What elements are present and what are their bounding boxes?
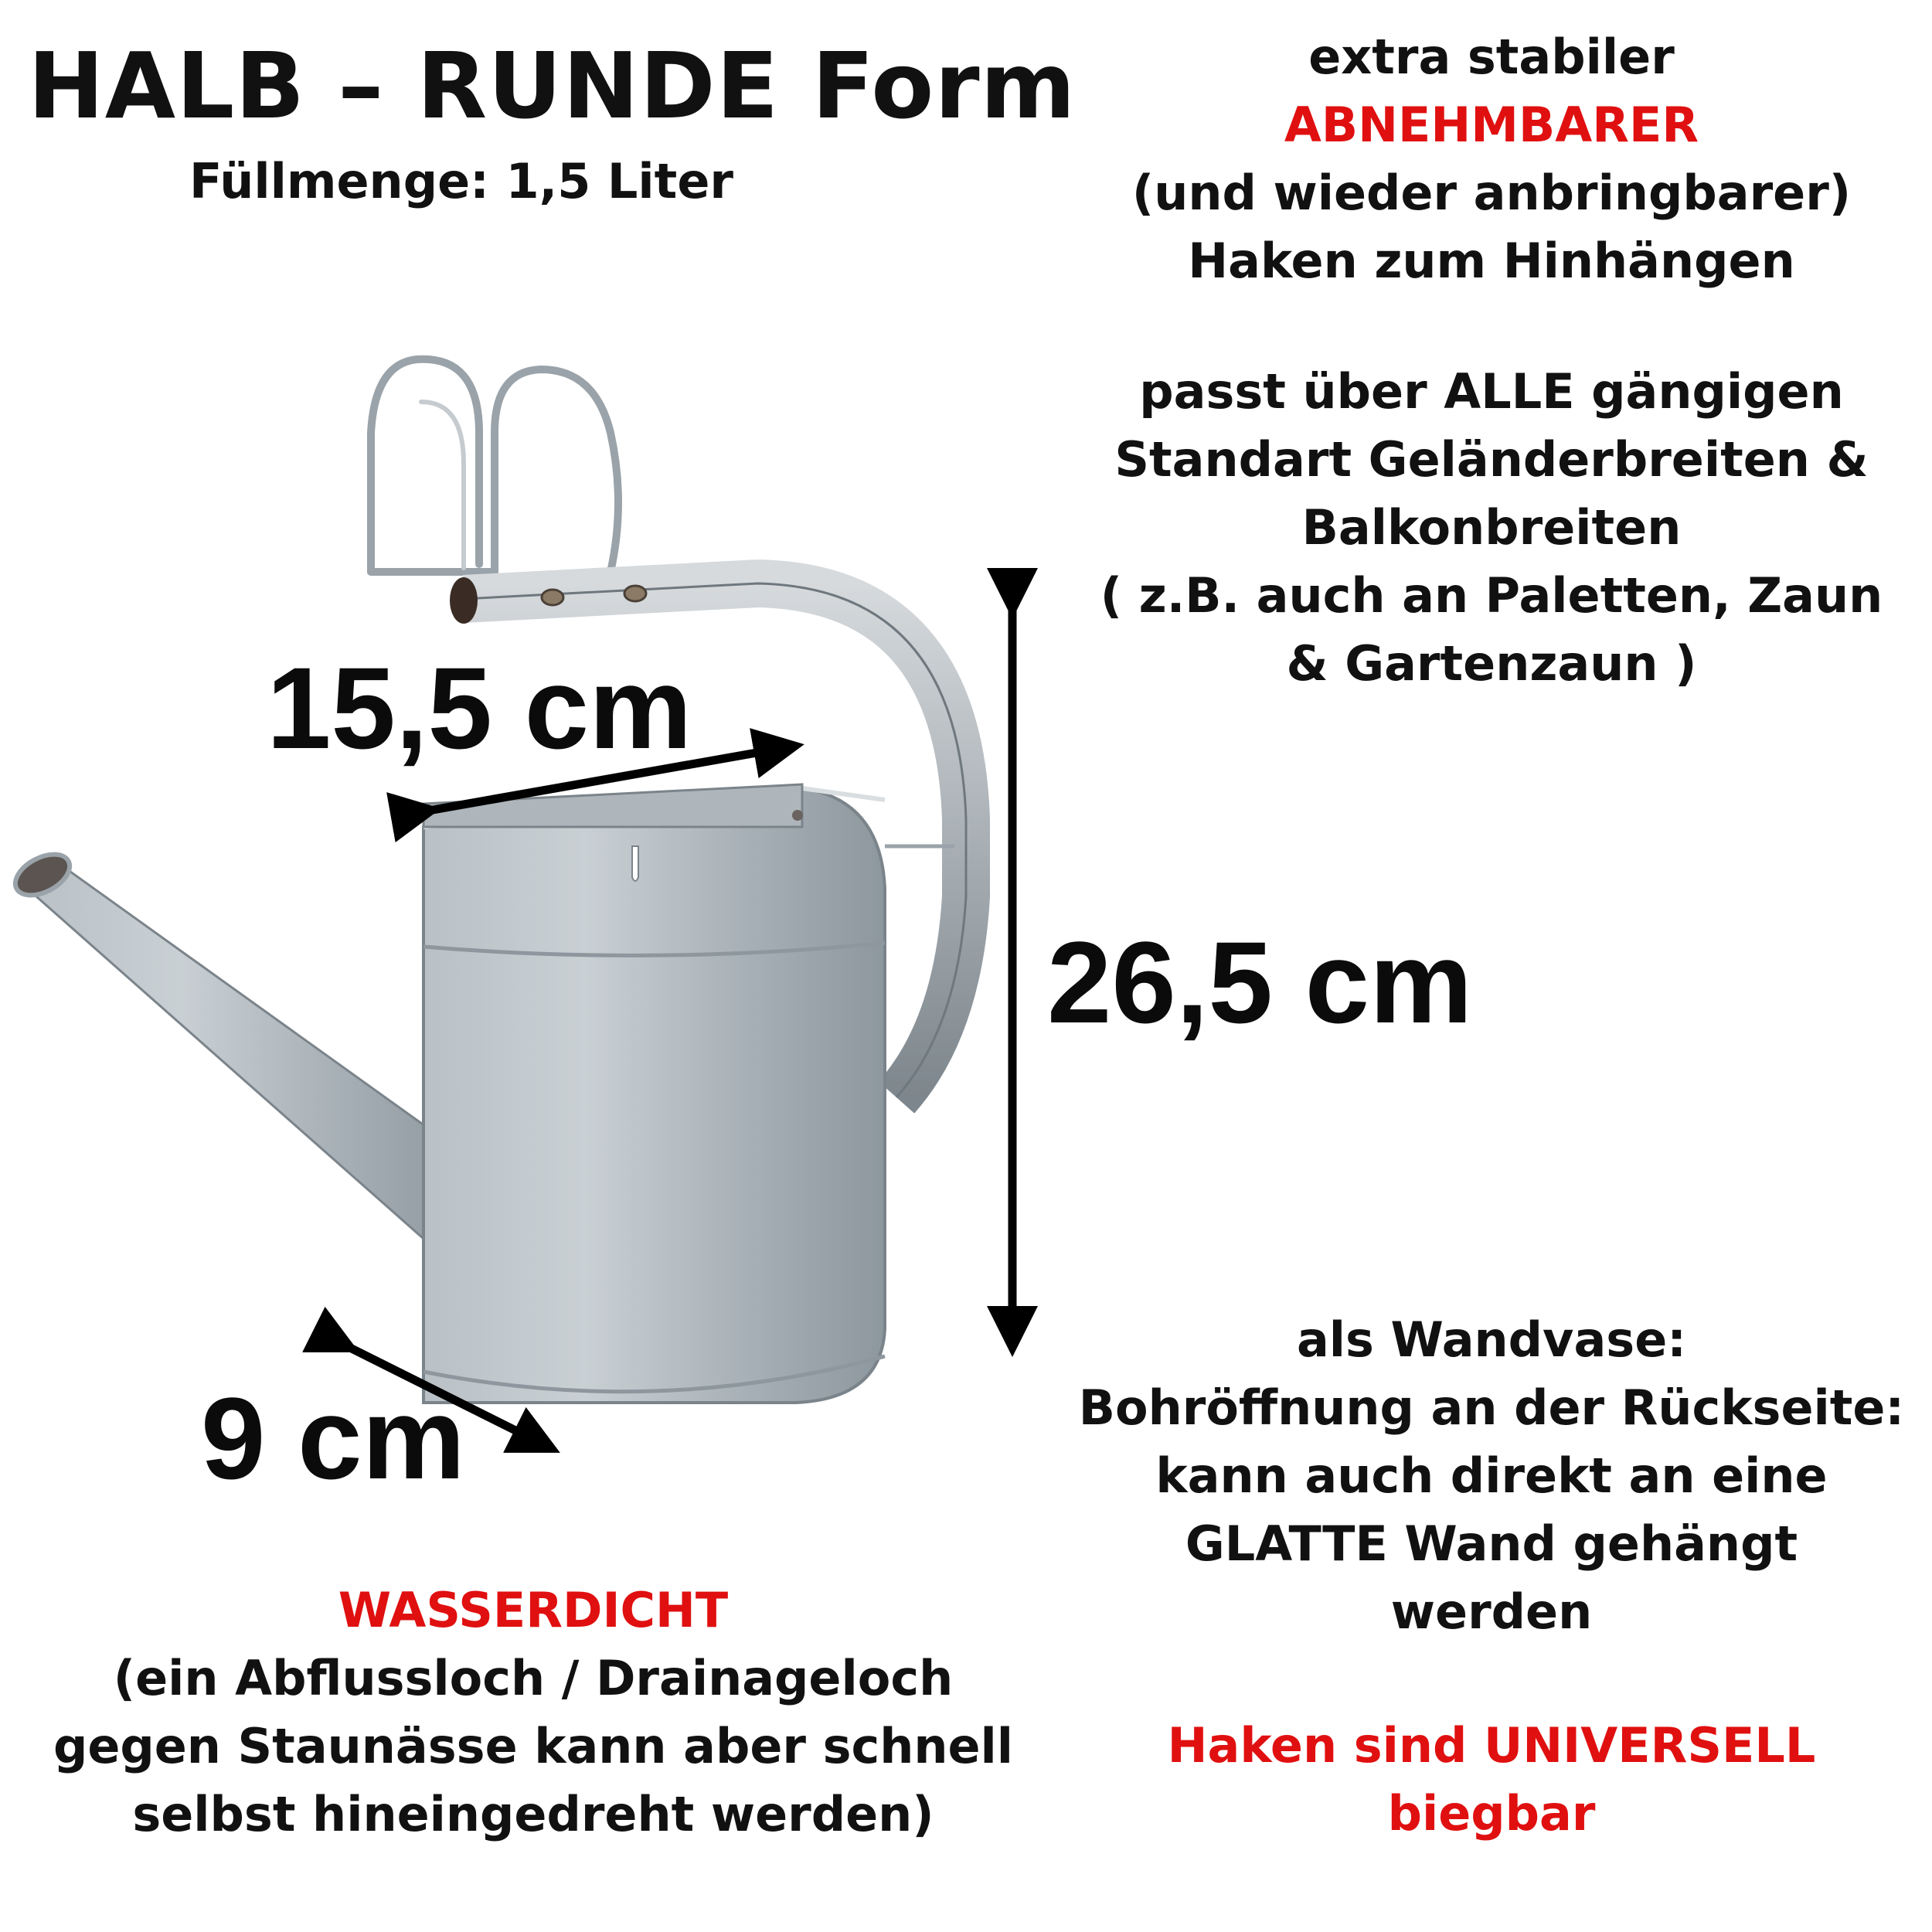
fit-info-line: passt über ALLE gängigen bbox=[1139, 363, 1844, 420]
universal-info bbox=[1059, 1712, 1924, 1848]
vase-info-line: kann auch direkt an eine bbox=[1155, 1447, 1828, 1504]
fit-info-line: ( z.B. auch an Paletten, Zaun bbox=[1100, 567, 1883, 624]
hook-info-highlight: ABNEHMBARER bbox=[1284, 97, 1699, 153]
height-dimension-label: 26,5 cm bbox=[1047, 917, 1473, 1047]
fit-info-line: Balkonbreiten bbox=[1301, 499, 1682, 556]
page-title: HALB – RUNDE Form bbox=[28, 32, 1077, 139]
waterproof-info bbox=[23, 1577, 1043, 1849]
hook-info-line: Haken zum Hinhängen bbox=[1188, 233, 1795, 289]
vase-info bbox=[1059, 1306, 1924, 1646]
vase-info-line: GLATTE Wand gehängt bbox=[1185, 1515, 1798, 1572]
universal-info-line: biegbar bbox=[1387, 1785, 1596, 1842]
depth-dimension-label: 9 cm bbox=[201, 1373, 465, 1503]
hook-info-line: extra stabiler bbox=[1308, 29, 1675, 85]
hook-info bbox=[1059, 23, 1924, 295]
waterproof-line: selbst hineingedreht werden) bbox=[132, 1786, 934, 1842]
hook-info-line: (und wieder anbringbarer) bbox=[1131, 165, 1852, 221]
can-body bbox=[423, 784, 954, 1403]
vase-info-line: werden bbox=[1390, 1583, 1593, 1640]
fit-info-line: & Gartenzaun ) bbox=[1286, 635, 1697, 692]
wire-hook bbox=[371, 359, 618, 572]
fit-info bbox=[1059, 358, 1924, 698]
fit-info-line: Standart Geländerbreiten & bbox=[1114, 431, 1869, 488]
width-dimension-label: 15,5 cm bbox=[267, 643, 692, 773]
waterproof-line: gegen Staunässe kann aber schnell bbox=[53, 1718, 1014, 1774]
waterproof-line: (ein Abflussloch / Drainageloch bbox=[113, 1650, 954, 1706]
universal-info-line: Haken sind UNIVERSELL bbox=[1167, 1717, 1816, 1774]
vase-info-line: als Wandvase: bbox=[1296, 1311, 1687, 1368]
can-spout bbox=[9, 846, 471, 1267]
waterproof-heading: WASSERDICHT bbox=[338, 1582, 729, 1638]
vase-info-line: Bohröffnung an der Rückseite: bbox=[1078, 1379, 1905, 1436]
fill-amount: Füllmenge: 1,5 Liter bbox=[189, 153, 733, 209]
